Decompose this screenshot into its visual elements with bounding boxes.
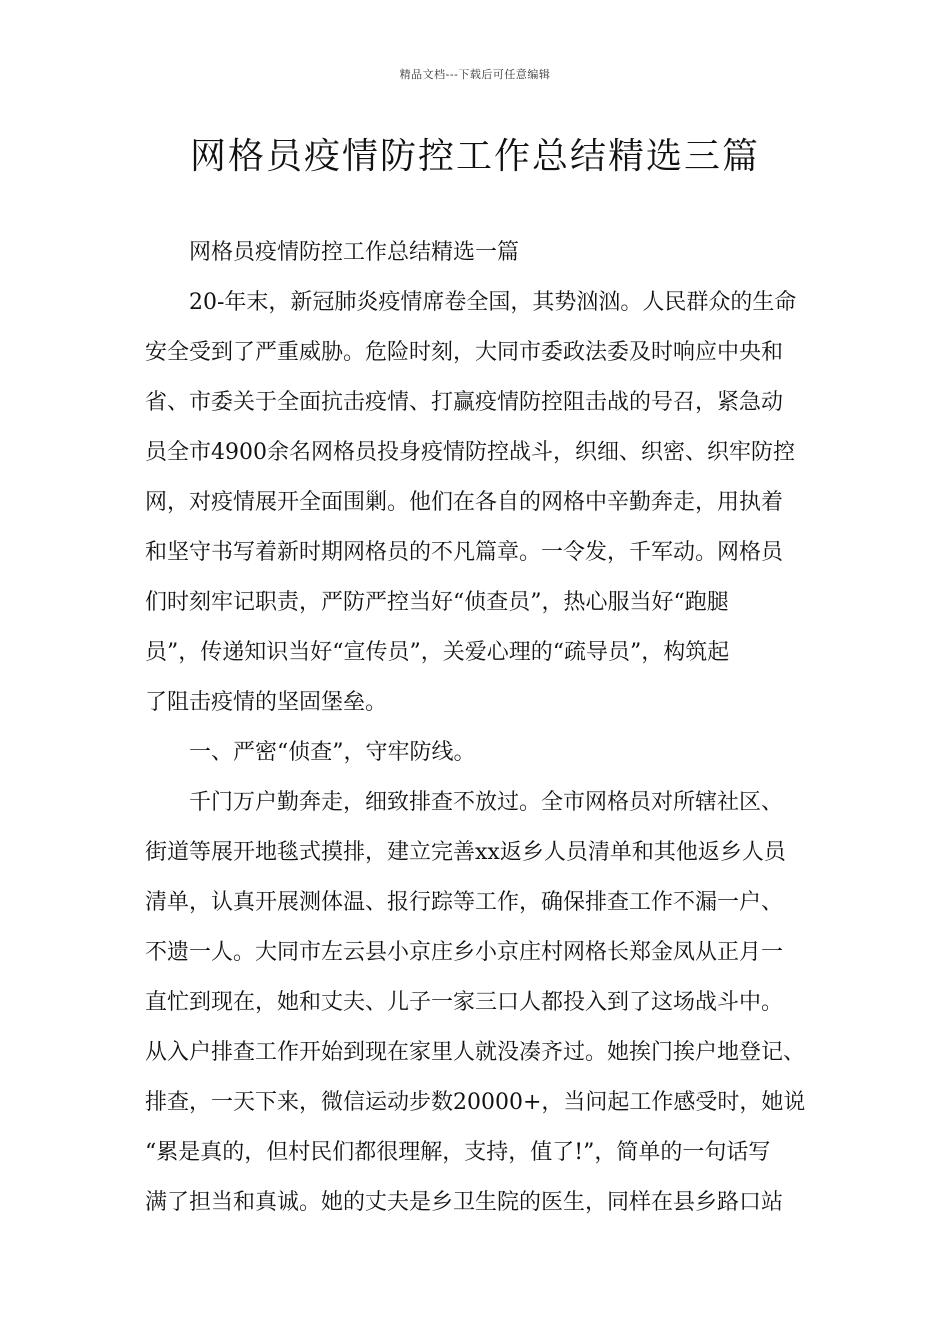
paragraph-line: 排查，一天下来，微信运动步数20000+，当问起工作感受时，她说 [145,1090,806,1115]
paragraph-line: “累是真的，但村民们都很理解，支持，值了!”，简单的一句话写 [145,1140,771,1165]
paragraph-line: 和坚守书写着新时期网格员的不凡篇章。一令发，千军动。网格员 [145,540,784,565]
document-title: 网格员疫情防控工作总结精选三篇 [189,136,760,177]
section-heading: 一、严密“侦查”，守牢防线。 [189,740,476,765]
document-body [145,228,825,1228]
paragraph-line: 员”，传递知识当好“宣传员”，关爱心理的“疏导员”，构筑起 [145,640,730,665]
paragraph-line: 网，对疫情展开全面围剿。他们在各自的网格中辛勤奔走，用执着 [145,490,784,515]
paragraph-line: 从入户排查工作开始到现在家里人就没凑齐过。她挨门挨户地登记、 [145,1040,806,1065]
paragraph-line: 了阻击疫情的坚固堡垒。 [145,690,388,715]
paragraph-line: 街道等展开地毯式摸排，建立完善xx返乡人员清单和其他返乡人员 [145,840,786,865]
paragraph-line: 员全市4900余名网格员投身疫情防控战斗，织细、织密、织牢防控 [145,440,795,465]
paragraph-line: 们时刻牢记职责，严防严控当好“侦查员”，热心服当好“跑腿 [145,590,729,615]
paragraph-line: 千门万户勤奔走，细致排查不放过。全市网格员对所辖社区、 [189,790,784,815]
paragraph-line: 安全受到了严重威胁。危险时刻，大同市委政法委及时响应中央和 [145,340,784,365]
paragraph-line: 20-年末，新冠肺炎疫情席卷全国，其势汹汹。人民群众的生命 [189,290,797,315]
header-note: 精品文档---下载后可任意编辑 [399,68,551,81]
paragraph-line: 满了担当和真诚。她的丈夫是乡卫生院的医生，同样在县乡路口站 [145,1190,784,1215]
paragraph-line: 清单，认真开展测体温、报行踪等工作，确保排查工作不漏一户、 [145,890,784,915]
paragraph-line: 直忙到现在，她和丈夫、儿子一家三口人都投入到了这场战斗中。 [145,990,784,1015]
paragraph-line: 不遗一人。大同市左云县小京庄乡小京庄村网格长郑金凤从正月一 [145,940,784,965]
paragraph-line: 省、市委关于全面抗击疫情、打赢疫情防控阻击战的号召，紧急动 [145,390,784,415]
subtitle-line: 网格员疫情防控工作总结精选一篇 [189,240,520,265]
